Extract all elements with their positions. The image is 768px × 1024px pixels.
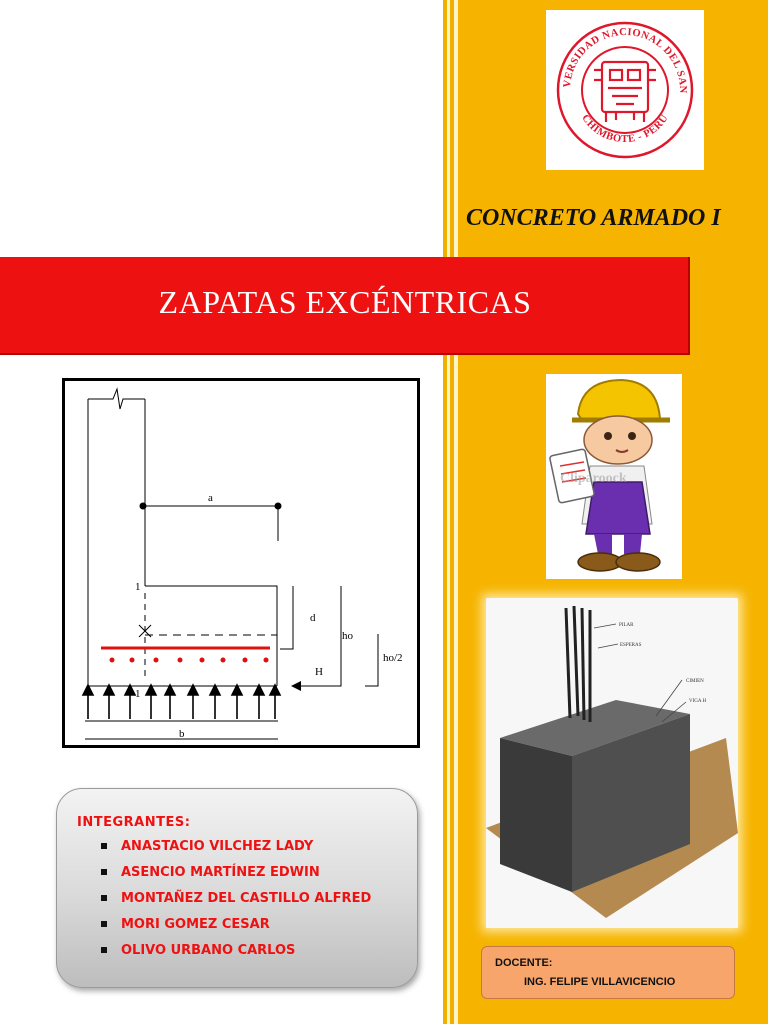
bullet-icon xyxy=(101,895,107,901)
member-name: ANASTACIO VILCHEZ LADY xyxy=(121,839,314,854)
bullet-icon xyxy=(101,921,107,927)
construction-worker-icon xyxy=(546,374,682,579)
list-item xyxy=(101,917,371,943)
members-panel xyxy=(56,788,418,988)
photo-label-viga: VIGA H xyxy=(689,699,707,704)
university-seal-icon xyxy=(546,10,704,170)
svg-text:CHIMBOTE - PERÚ xyxy=(579,112,670,145)
label-ho-half: ho/2 xyxy=(383,652,403,664)
list-item xyxy=(101,891,371,917)
label-one-bottom: 1 xyxy=(135,688,141,700)
bullet-icon xyxy=(101,843,107,849)
photo-label-esperas: ESPERAS xyxy=(620,643,642,648)
label-b: b xyxy=(179,728,185,740)
bullet-icon xyxy=(101,869,107,875)
course-title: CONCRETO ARMADO I xyxy=(466,205,721,231)
docente-label: DOCENTE: xyxy=(495,957,553,969)
photo-label-cimiento: CIMIEN xyxy=(686,679,704,684)
footing-photo xyxy=(486,598,738,928)
photo-label-pilar: PILAR xyxy=(619,623,634,628)
university-logo xyxy=(546,10,704,170)
docente-name: ING. FELIPE VILLAVICENCIO xyxy=(524,976,676,988)
list-item xyxy=(101,865,371,891)
footing-section-drawing xyxy=(65,381,417,745)
label-H: H xyxy=(315,666,323,678)
logo-top-text: VERSIDAD NACIONAL DEL SAN xyxy=(561,26,689,94)
member-name: MORI GOMEZ CESAR xyxy=(121,917,270,932)
member-name: ASENCIO MARTÍNEZ EDWIN xyxy=(121,865,320,880)
document-title: ZAPATAS EXCÉNTRICAS xyxy=(158,284,532,320)
member-list xyxy=(101,839,371,969)
label-a: a xyxy=(208,492,213,504)
logo-bottom-text: CHIMBOTE - PERÚ xyxy=(579,112,671,146)
label-d: d xyxy=(310,612,316,624)
panel-stripe xyxy=(454,0,458,1024)
title-banner xyxy=(0,257,690,355)
worker-illustration xyxy=(546,374,682,579)
member-name: OLIVO URBANO CARLOS xyxy=(121,943,296,958)
bullet-icon xyxy=(101,947,107,953)
docente-box xyxy=(481,946,735,999)
member-name: MONTAÑEZ DEL CASTILLO ALFRED xyxy=(121,891,372,906)
members-heading: INTEGRANTES: xyxy=(77,815,191,830)
footing-diagram xyxy=(62,378,420,748)
watermark-text: Cliparoock xyxy=(560,471,627,486)
label-one-top: 1 xyxy=(135,581,141,593)
list-item xyxy=(101,839,371,865)
concrete-footing-render xyxy=(486,598,738,928)
label-ho: ho xyxy=(342,630,353,642)
list-item xyxy=(101,943,371,969)
